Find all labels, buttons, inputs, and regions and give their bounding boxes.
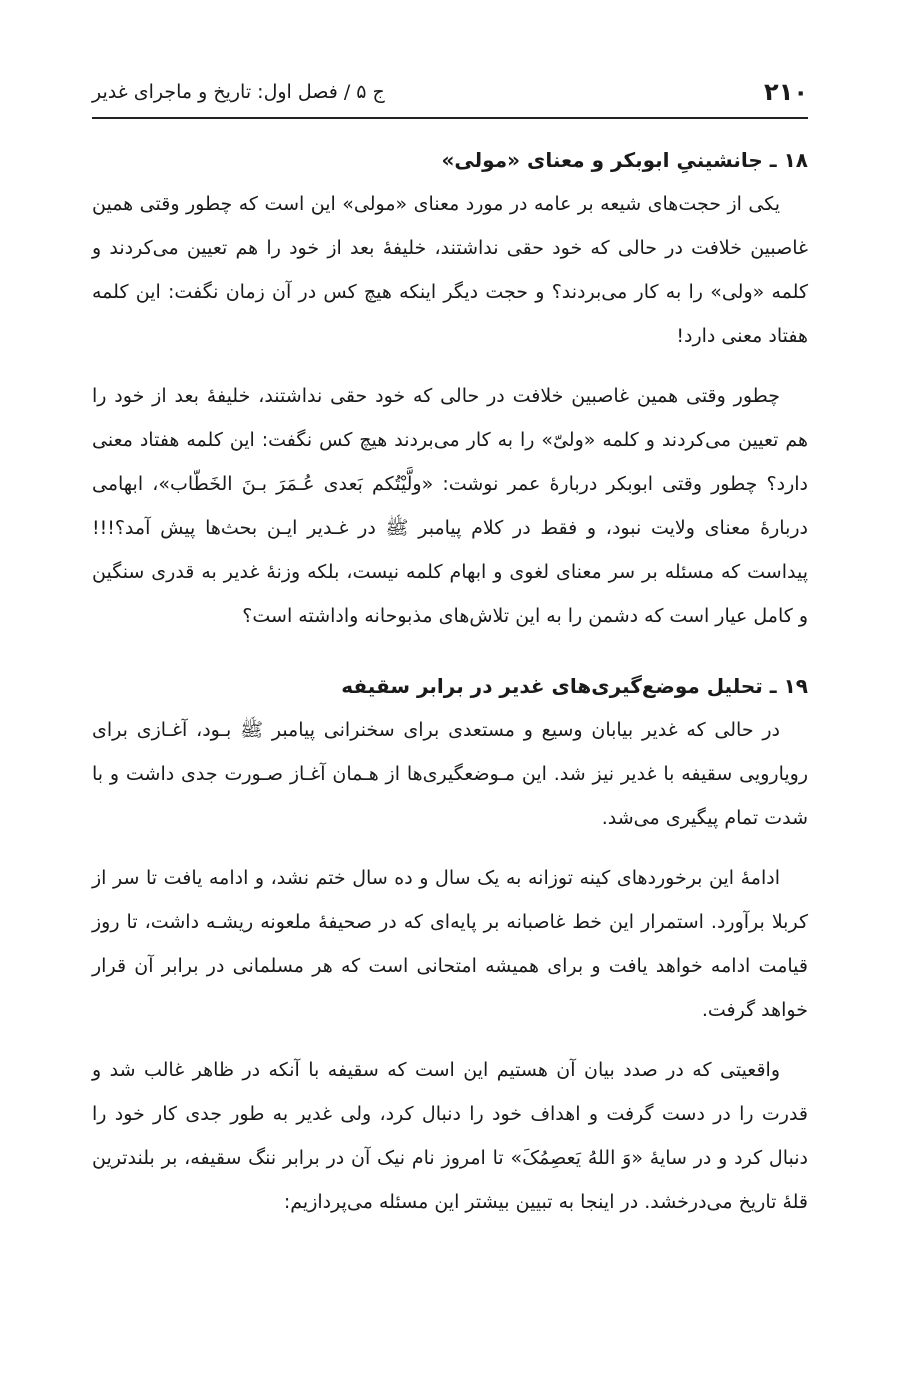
running-header <box>92 70 808 114</box>
paragraph: یکی از حجت‌های شیعه بر عامه در مورد معنای «مولی» این است که چطور وقتی همین غاصبین خلافت در حالی که خود حقی نداشتند، خلیفهٔ بعد از خود را هم تعیین می‌کردند و کلمه «ولی» را به کار می‌بردند؟ و حجت دیگر اینکه هیچ کس در آن زمان نگفت: این کلمه هفتاد معنی دارد! <box>92 193 808 347</box>
section-19 <box>92 664 808 1224</box>
section-18 <box>92 138 808 638</box>
paragraph: ادامهٔ این برخوردهای کینه توزانه به یک سال و ده سال ختم نشد، و ادامه یافت تا سر از کربلا برآورد. استمرار این خط غاصبانه بر پایه‌ای که در صحیفهٔ ملعونه ریشـه داشت، تا روز قیامت ادامه خواهد یافت و برای همیشه امتحانی است که هر مسلمانی در برابر آن قرار خواهد گرفت. <box>92 867 808 1021</box>
header-divider <box>92 117 808 119</box>
section-heading: ۱۹ ـ تحلیل موضع‌گیری‌های غدیر در برابر سقیفه <box>341 674 808 698</box>
paragraph: واقعیتی که در صدد بیان آن هستیم این است که سقیفه با آنکه در ظاهر غالب شد و قدرت را در دست گرفت و اهداف خود را دنبال کرد، ولی غدیر به طور جدی کار خود را دنبال کرد و در سایهٔ «وَ اللهُ یَعصِمُکَ» تا امروز نام نیک آن در برابر ننگ سقیفه، بر بلندترین قلهٔ تاریخ می‌درخشد. در اینجا به تبیین بیشتر این مسئله می‌پردازیم: <box>92 1059 808 1213</box>
book-page <box>92 0 808 1390</box>
page-content <box>92 138 808 1240</box>
chapter-title: ج ۵ / فصل اول: تاریخ و ماجرای غدیر <box>92 81 385 103</box>
page-number: ۲۱۰ <box>764 78 808 106</box>
section-spacer <box>92 654 808 664</box>
paragraph: چطور وقتی همین غاصبین خلافت در حالی که خود حقی نداشتند، خلیفهٔ بعد از خود را هم تعیین می‌کردند و کلمه «ولیّ» را به کار می‌بردند هیچ کس نگفت: این کلمه هفتاد معنی دارد؟ چطور وقتی ابوبکر دربارهٔ عمر نوشت: «ولَّیْتُکم بَعدی عُـمَرَ بـنَ الخَطّاب»، ابهامی دربارهٔ معنای ولایت نبود، و فقط در کلام پیامبر ﷺ در غـدیر ایـن بحث‌ها پیش آمد؟!!! پیداست که مسئله بر سر معنای لغوی و ابهام کلمه نیست، بلکه وزنهٔ غدیر به قدری سنگین و کامل عیار است که دشمن را به این تلاش‌های مذبوحانه واداشته است؟ <box>92 385 808 627</box>
paragraph: در حالی که غدیر بیابان وسیع و مستعدی برای سخنرانی پیامبر ﷺ بـود، آغـازی برای رویارویی سقیفه با غدیر نیز شد. این مـوضعگیری‌ها از هـمان آغـاز صـورت جدی داشت و با شدت تمام پیگیری می‌شد. <box>92 719 808 829</box>
section-heading: ۱۸ ـ جانشینیِ ابوبکر و معنای «مولی» <box>441 148 808 172</box>
